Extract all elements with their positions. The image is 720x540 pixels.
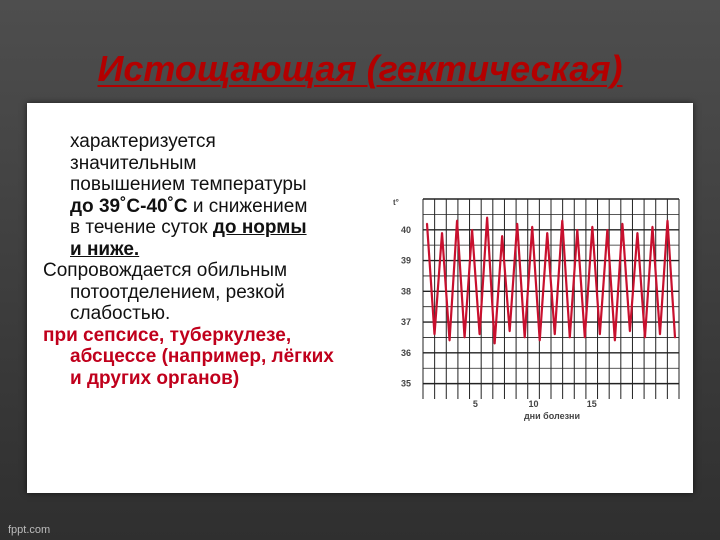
temperature-point: [524, 337, 526, 339]
y-tick-label: 39: [401, 255, 412, 266]
temperature-point: [659, 333, 661, 335]
temperature-point: [539, 340, 541, 342]
conditions-paragraph: [43, 325, 383, 390]
temperature-point: [426, 223, 428, 225]
x-tick-label: 10: [528, 399, 539, 409]
desc-line-2: значительным: [70, 152, 197, 174]
conditions-line-3: и других органов): [70, 367, 240, 389]
temperature-point: [509, 330, 511, 332]
x-axis-label: дни болезни: [523, 411, 581, 421]
y-tick-label: 40: [401, 224, 412, 235]
temperature-point: [569, 337, 571, 339]
conditions-line-2: абсцессе (например, лёгких: [70, 346, 334, 367]
content-panel: [27, 103, 693, 493]
normal-emphasis: до нормы: [212, 217, 307, 238]
temperature-point: [614, 340, 616, 342]
watermark: fppt.com: [8, 524, 51, 536]
temperature-point: [599, 333, 601, 335]
text-block: [43, 131, 383, 389]
conditions-line-1: при сепсисе, туберкулезе,: [43, 324, 292, 346]
desc-line-4-rest: и снижением: [187, 195, 308, 217]
temperature-point: [554, 333, 556, 335]
temperature-point: [652, 226, 654, 228]
temperature-point: [576, 229, 578, 231]
desc-line-3: повышением температуры: [70, 174, 307, 195]
temperature-point: [591, 226, 593, 228]
symptoms-line-3: слабостью.: [70, 303, 171, 324]
temperature-point: [561, 220, 563, 222]
temperature-point: [584, 337, 586, 339]
description-paragraph: [43, 131, 383, 260]
below-emphasis: и ниже.: [70, 238, 140, 260]
temperature-chart: [387, 189, 687, 425]
x-tick-label: 5: [472, 399, 478, 409]
temperature-chart-svg: [387, 189, 687, 425]
temperature-range: до 39˚С-40˚С: [70, 195, 188, 217]
temperature-point: [637, 232, 639, 234]
y-tick-label: 36: [401, 347, 412, 358]
temperature-point: [621, 223, 623, 225]
temperature-point: [546, 232, 548, 234]
temperature-point: [456, 220, 458, 222]
symptoms-line-1: Сопровождается обильным: [43, 260, 288, 281]
temperature-point: [531, 226, 533, 228]
y-tick-label: 35: [401, 378, 412, 389]
temperature-point: [606, 229, 608, 231]
temperature-point: [464, 337, 466, 339]
temperature-point: [494, 343, 496, 345]
temperature-point: [501, 235, 503, 237]
slide-title: Истощающая (гектическая): [97, 48, 623, 89]
y-tick-label: 37: [401, 317, 412, 328]
temperature-point: [516, 223, 518, 225]
temperature-point: [479, 333, 481, 335]
x-tick-label: 15: [586, 399, 597, 409]
symptoms-paragraph: [43, 260, 383, 325]
y-unit-label: t°: [393, 198, 399, 207]
temperature-point: [486, 217, 488, 219]
temperature-point: [667, 220, 669, 222]
y-tick-label: 38: [401, 286, 412, 297]
temperature-point: [674, 337, 676, 339]
temperature-point: [629, 330, 631, 332]
temperature-point: [644, 337, 646, 339]
temperature-point: [449, 340, 451, 342]
temperature-point: [434, 333, 436, 335]
temperature-point: [471, 229, 473, 231]
desc-line-5: в течение суток: [70, 217, 213, 238]
symptoms-line-2: потоотделением, резкой: [70, 281, 285, 303]
desc-line-1: характеризуется: [70, 131, 216, 152]
temperature-point: [441, 232, 443, 234]
